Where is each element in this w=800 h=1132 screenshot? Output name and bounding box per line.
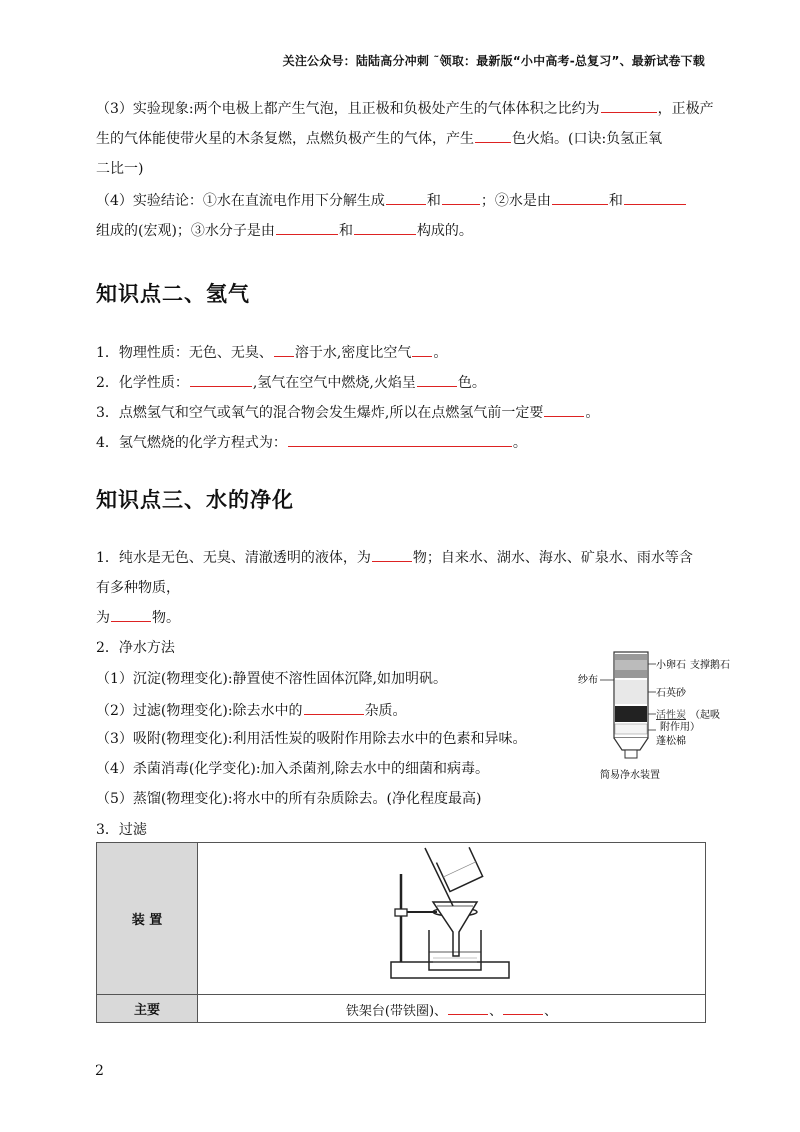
text: 3．点燃氢气和空气或氧气的混合物会发生爆炸,所以在点燃氢气前一定要	[96, 405, 544, 421]
answer-blank[interactable]	[412, 340, 432, 357]
text: 。	[585, 405, 600, 421]
answer-blank[interactable]	[190, 370, 252, 387]
label-support: 支撑鹅石	[690, 660, 730, 671]
paragraph-conclusion	[96, 186, 716, 246]
text: ,氢气在空气中燃烧,火焰呈	[252, 375, 416, 391]
hydrogen-chemical	[96, 370, 486, 392]
section-title-water-purification: 知识点三、水的净化	[96, 488, 294, 512]
text: 2．化学性质：	[96, 375, 189, 391]
text: 杂质。	[364, 703, 407, 719]
table-row-main	[97, 995, 706, 1023]
filtration-table	[96, 842, 706, 1023]
answer-blank[interactable]	[354, 218, 416, 235]
text: 构成的。	[416, 223, 473, 239]
answer-blank[interactable]	[372, 545, 412, 562]
answer-blank[interactable]	[417, 370, 457, 387]
method-adsorption: （3）吸附(物理变化):利用活性炭的吸附作用除去水中的色素和异味。	[96, 731, 527, 747]
text: 和	[338, 223, 353, 239]
answer-blank[interactable]	[111, 605, 151, 622]
label-carbon: 活性炭	[656, 710, 686, 721]
label-apparatus: 装 置	[97, 843, 198, 995]
hydrogen-equation	[96, 430, 527, 452]
answer-blank[interactable]	[503, 998, 543, 1015]
filtration-apparatus-diagram	[377, 844, 527, 989]
label-gauze: 纱布	[578, 675, 598, 686]
answer-blank[interactable]	[624, 188, 686, 205]
answer-blank[interactable]	[304, 698, 364, 715]
answer-blank[interactable]	[544, 400, 584, 417]
purification-methods-title: 2．净水方法	[96, 640, 175, 656]
text: 色。	[457, 375, 486, 391]
diagram-caption: 简易净水装置	[600, 770, 660, 781]
text: （3）实验现象:两个电极上都产生气泡，且正极和负极处产生的气体体积之比约为	[96, 101, 600, 117]
method-disinfection: （4）杀菌消毒(化学变化):加入杀菌剂,除去水中的细菌和病毒。	[96, 761, 489, 777]
text: ；②水是由	[480, 193, 551, 209]
apparatus-cell	[198, 843, 706, 995]
main-instruments-cell	[198, 995, 706, 1023]
method-distillation: （5）蒸馏(物理变化):将水中的所有杂质除去。(净化程度最高)	[96, 791, 482, 807]
text: 有多种物质，	[96, 580, 180, 596]
label-carbon-note1: （起吸	[690, 710, 720, 721]
text: 和	[608, 193, 623, 209]
label-sand: 石英砂	[656, 688, 686, 699]
method-sedimentation: （1）沉淀(物理变化):静置使不溶性固体沉降,如加明矾。	[96, 671, 447, 687]
text: 色火焰。(口诀:负氢正氧	[512, 131, 663, 147]
method-filtration	[96, 698, 407, 720]
text: 物；自来水、湖水、海水、矿泉水、雨水等含	[412, 550, 693, 566]
text: 。	[512, 435, 527, 451]
text: （4）实验结论：①水在直流电作用下分解生成	[96, 193, 385, 209]
answer-blank[interactable]	[274, 340, 294, 357]
answer-blank[interactable]	[442, 188, 480, 205]
text: 溶于水,密度比空气	[294, 345, 412, 361]
label-carbon-note2: 附作用）	[660, 722, 700, 733]
text: 4．氢气燃烧的化学方程式为：	[96, 435, 287, 451]
hydrogen-physical	[96, 340, 447, 362]
answer-blank[interactable]	[386, 188, 426, 205]
text: 二比一)	[96, 161, 144, 177]
text: 铁架台(带铁圈)、	[345, 1004, 448, 1019]
text: 。	[433, 345, 448, 361]
text: 极产生的气体能使带火星的木条复燃，点燃负极产生的气体，产生	[96, 101, 714, 147]
water-purifier-diagram	[578, 650, 730, 785]
purifier-bottle	[614, 652, 648, 758]
label-main: 主要	[97, 995, 198, 1023]
label-cotton: 蓬松棉	[656, 736, 686, 747]
filtration-title: 3．过滤	[96, 822, 147, 838]
table-row-apparatus	[97, 843, 706, 995]
text: （2）过滤(物理变化):除去水中的	[96, 703, 303, 719]
pure-water-paragraph	[96, 543, 716, 633]
hydrogen-explosion	[96, 400, 599, 422]
text: 物。	[152, 610, 180, 626]
funnel	[433, 902, 477, 956]
text: ，正	[657, 101, 686, 117]
text: 和	[426, 193, 441, 209]
text: 、	[544, 1004, 558, 1019]
answer-blank[interactable]	[601, 96, 657, 113]
paragraph-phenomenon	[96, 94, 716, 184]
answer-blank[interactable]	[552, 188, 608, 205]
page-header: 关注公众号：陆陆高分冲刺 ˜领取：最新版“小中高考-总复习”、最新试卷下载	[282, 54, 705, 68]
answer-blank[interactable]	[288, 430, 512, 447]
section-title-hydrogen: 知识点二、氢气	[96, 282, 250, 306]
answer-blank[interactable]	[475, 126, 511, 143]
answer-blank[interactable]	[276, 218, 338, 235]
text: 组成的(宏观)；③水分子是由	[96, 223, 275, 239]
answer-blank[interactable]	[448, 998, 488, 1015]
text: 为	[96, 610, 110, 626]
text: 、	[489, 1004, 503, 1019]
label-pebbles: 小卵石	[656, 660, 686, 671]
text: 1．纯水是无色、无臭、清澈透明的液体，为	[96, 550, 371, 566]
page-number: 2	[95, 1063, 104, 1079]
text: 1．物理性质：无色、无臭、	[96, 345, 273, 361]
